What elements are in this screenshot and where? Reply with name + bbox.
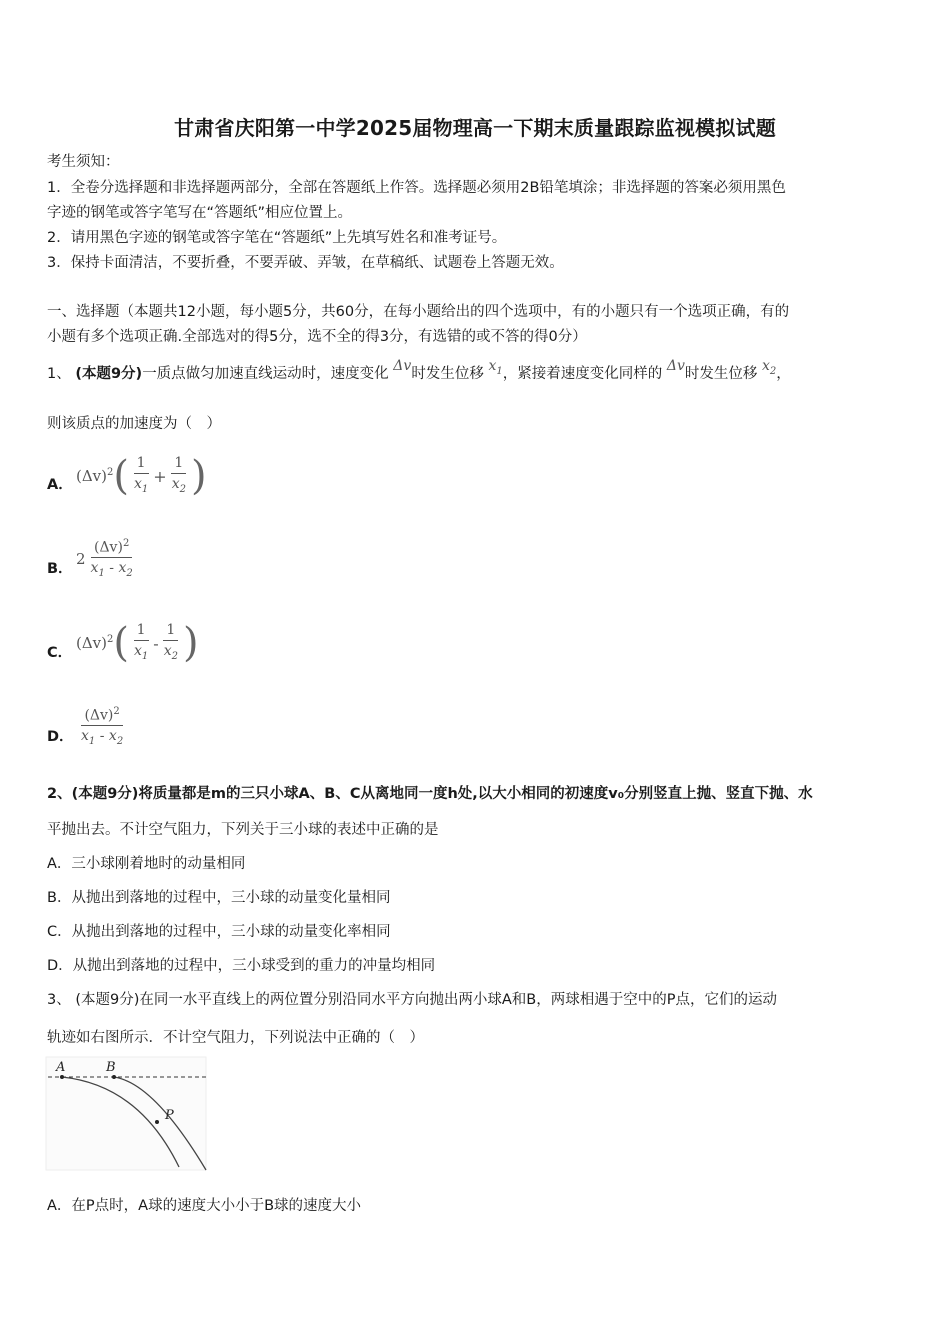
question-3-stem-line-2: 轨迹如右图所示．不计空气阻力，下列说法中正确的（ ） xyxy=(47,1030,424,1046)
option-b-formula: 2 $\frac{(\Delta v)^2}{x_1 - x_2}$ xyxy=(76,533,138,585)
question-points: (本题9分) xyxy=(75,366,143,382)
delta-v-symbol: Δv xyxy=(393,358,412,374)
notice-item-2: 2．请用黑色字迹的钢笔或答字笔在“答题纸”上先填写姓名和准考证号。 xyxy=(47,230,507,246)
question-2-stem-line-2: 平抛出去。不计空气阻力，下列关于三小球的表述中正确的是 xyxy=(47,822,439,838)
figure-background xyxy=(46,1057,206,1170)
point-a-dot xyxy=(60,1075,64,1079)
point-p-dot xyxy=(155,1120,159,1124)
question-3-stem-line-1: 3、 (本题9分)在同一水平直线上的两位置分别沿同水平方向抛出两小球A和B，两球相遇于空中的P点，它们的运动 xyxy=(47,992,777,1008)
option-c-label: C． xyxy=(47,645,73,661)
label-p: P xyxy=(165,1108,174,1123)
question-3-option-a: A．在P点时，A球的速度大小小于B球的速度大小 xyxy=(47,1198,362,1214)
option-d-formula: $\frac{(\Delta v)^2}{x_1 - x_2}$ xyxy=(76,701,128,753)
stem-text: 时发生位移 xyxy=(411,366,484,382)
notice-item-1b: 字迹的钢笔或答字笔写在“答题纸”相应位置上。 xyxy=(47,205,353,221)
stem-text: ， xyxy=(776,366,791,382)
section-heading-line-2: 小题有多个选项正确.全部选对的得5分，选不全的得3分，有选错的或不答的得0分） xyxy=(47,329,587,345)
stem-text: 时发生位移 xyxy=(684,366,758,382)
option-a-formula: $(\Delta v)^2$ ( $\frac{1}{x_1}$ + $\frac{1}{x_2}$ ) xyxy=(76,453,207,499)
notice-item-1a: 1．全卷分选择题和非选择题两部分，全部在答题纸上作答。选择题必须用2B铅笔填涂；非选择题的答案必须用黑色 xyxy=(47,180,786,196)
trajectory-figure xyxy=(44,1055,209,1173)
section-heading-line-1: 一、选择题（本题共12小题，每小题5分，共60分，在每小题给出的四个选项中，有的小题只有一个选项正确，有的 xyxy=(47,304,790,320)
question-2-stem-line-1: 2、(本题9分)将质量都是m的三只小球A、B、C从离地同一度h处,以大小相同的初速度v₀分别竖直上抛、竖直下抛、水 xyxy=(47,786,813,802)
label-a: A xyxy=(56,1060,66,1075)
notice-item-3: 3．保持卡面清洁，不要折叠，不要弄破、弄皱，在草稿纸、试题卷上答题无效。 xyxy=(47,255,564,271)
option-d-label: D． xyxy=(47,729,74,745)
option-b-label: B． xyxy=(47,561,73,577)
stem-text: 一质点做匀加速直线运动时，速度变化 xyxy=(142,366,389,382)
option-a-label: A． xyxy=(47,477,73,493)
question-2-option-a: A．三小球刚着地时的动量相同 xyxy=(47,856,246,872)
delta-v-symbol: Δv xyxy=(666,358,685,374)
x2-symbol: $x_2$ xyxy=(761,358,777,377)
notice-heading: 考生须知： xyxy=(47,154,120,170)
question-2-option-c: C．从抛出到落地的过程中，三小球的动量变化率相同 xyxy=(47,924,391,940)
stem-text: ，紧接着速度变化同样的 xyxy=(502,366,663,382)
question-1-stem xyxy=(47,358,791,390)
question-2-option-b: B．从抛出到落地的过程中，三小球的动量变化量相同 xyxy=(47,890,391,906)
label-b: B xyxy=(106,1060,116,1075)
x1-symbol: $x_1$ xyxy=(488,358,503,377)
question-number: 1、 xyxy=(47,366,71,382)
question-2-option-d: D．从抛出到落地的过程中，三小球受到的重力的冲量均相同 xyxy=(47,958,436,974)
point-b-dot xyxy=(112,1075,116,1079)
question-1-prompt: 则该质点的加速度为（ ） xyxy=(47,416,221,432)
page-title: 甘肃省庆阳第一中学2025届物理高一下期末质量跟踪监视模拟试题 xyxy=(174,116,776,140)
option-c-formula: $(\Delta v)^2$ ( $\frac{1}{x_1}$ - $\frac{1}{x_2}$ ) xyxy=(76,620,199,666)
